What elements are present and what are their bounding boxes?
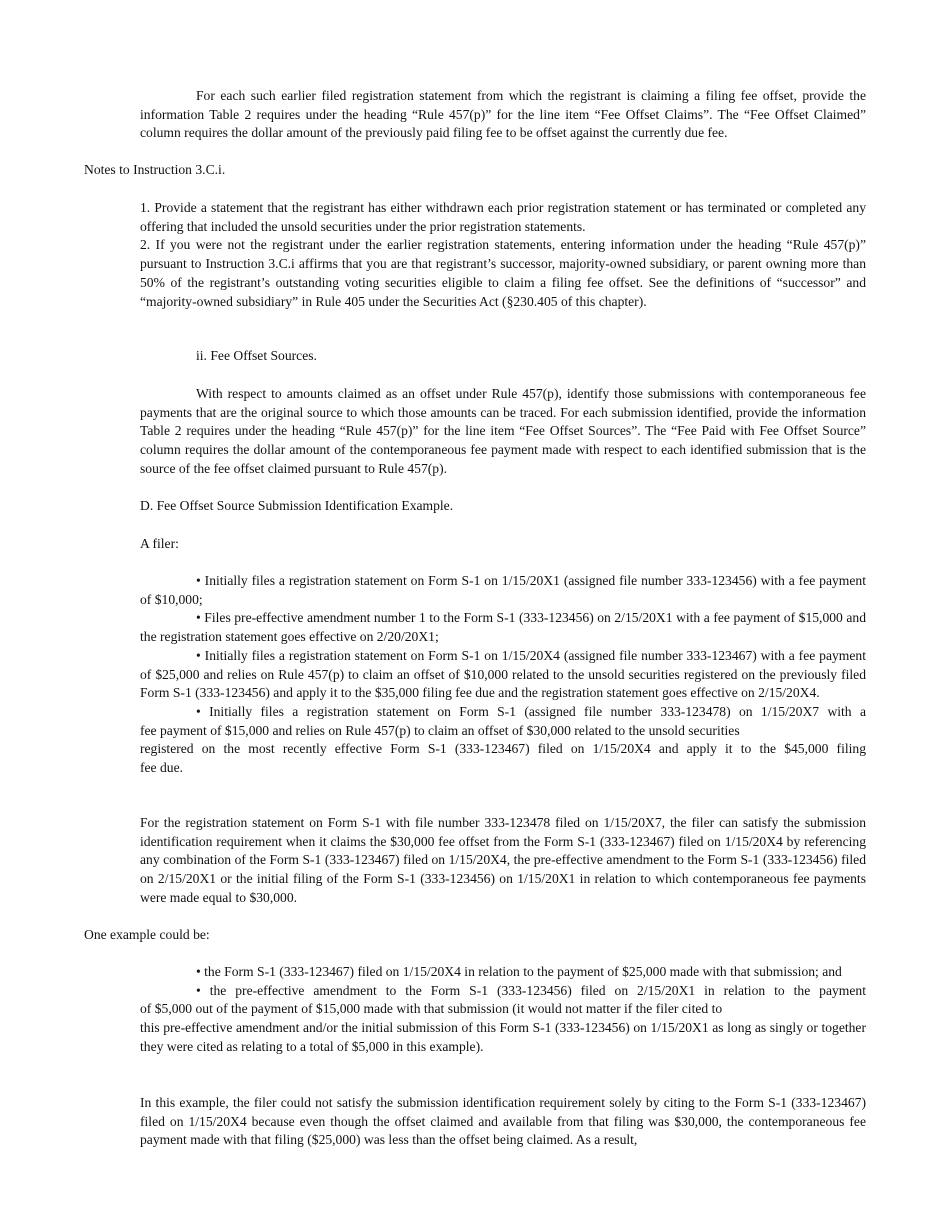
filer-bullet-list	[140, 572, 866, 778]
example-bullet-2-line: • the pre-effective amendment to the Form S-1 (333-123456) filed on 2/15/20X1 in relation to the payment	[196, 982, 866, 998]
filer-bullet-3: • Initially files a registration statement on Form S-1 on 1/15/20X4 (assigned file number 333-123467) with a fee payment of $25,000 and relies on Rule 457(p) to claim an offset of $10,000 related to the unsold securities registered on the previously filed Form S-1 (333-123456) and apply it to the $35,000 filing fee due and the registration statement goes effective on 2/15/20X4.	[140, 647, 866, 701]
filer-bullet-1: • Initially files a registration statement on Form S-1 on 1/15/20X1 (assigned file number 333-123456) with a fee payment of $10,000;	[140, 573, 866, 607]
filer-bullet-4-line: fee payment of $15,000 and relies on Rule 457(p) to claim an offset of $30,000 related to the unsold securities	[140, 722, 740, 738]
a-filer-label: A filer:	[140, 536, 179, 551]
paragraph-in-this-example: In this example, the filer could not satisfy the submission identification requirement solely by citing to the Form S-1 (333-123467) filed on 1/15/20X4 because even though the offset claimed and available from that filing was $30,000, the contemporaneous fee payment made with that filing ($25,000) was less than the offset being claimed. As a result,	[140, 1095, 866, 1148]
notes-list	[140, 199, 866, 311]
one-example-label: One example could be:	[84, 927, 210, 942]
filer-bullet-2: • Files pre-effective amendment number 1 to the Form S-1 (333-123456) on 2/15/20X1 with a fee payment of $15,000 and the registration statement goes effective on 2/20/20X1;	[140, 610, 866, 645]
example-bullet-list	[140, 963, 866, 1057]
note-2: 2. If you were not the registrant under the earlier registration statements, entering information under the heading “Rule 457(p)” pursuant to Instruction 3.C.i affirms that you are that registrant’s successor, majority-owned subsidiary, or parent owning more than 50% of the registrant’s outstanding voting securities eligible to claim a filing fee offset. See the definitions of “successor” and “majority-owned subsidiary” in Rule 405 under the Securities Act (§230.405 of this chapter).	[140, 237, 866, 309]
notes-heading: Notes to Instruction 3.C.i.	[84, 162, 226, 177]
subheading-fee-offset-sources: ii. Fee Offset Sources.	[196, 348, 317, 363]
filer-bullet-4-line: registered on the most recently effective Form S-1 (333-123467) filed on 1/15/20X4 and apply it to the $45,000 filing	[140, 741, 866, 757]
example-bullet-2	[140, 982, 866, 1057]
filer-bullet-4	[140, 703, 866, 778]
note-1: 1. Provide a statement that the registrant has either withdrawn each prior registration statement or has terminated or completed any offering that included the unsold securities under the prior registration statements.	[140, 200, 866, 234]
filer-bullet-4-line: • Initially files a registration statement on Form S-1 (assigned file number 333-123478) on 1/15/20X7 with a	[196, 703, 866, 719]
heading-example-d: D. Fee Offset Source Submission Identification Example.	[140, 498, 454, 513]
example-bullet-2-line: of $5,000 out of the payment of $15,000 made with that submission (it would not matter if the filer cited to	[140, 1001, 723, 1017]
example-bullet-1: • the Form S-1 (333-123467) filed on 1/15/20X4 in relation to the payment of $25,000 made with that submission; and	[196, 964, 842, 979]
paragraph-registration-statement: For the registration statement on Form S-1 with file number 333-123478 filed on 1/15/20X7, the filer can satisfy the submission identification requirement when it claims the $30,000 fee offset from the Form S-1 (333-123467) filed on 1/15/20X4 by referencing any combination of the Form S-1 (333-123467) filed on 1/15/20X4, the pre-effective amendment to the Form S-1 (333-123456) filed on 2/15/20X1 or the initial filing of the Form S-1 (333-123456) on 1/15/20X1 in relation to which contemporaneous fee payments were made equal to $30,000.	[140, 815, 866, 905]
filer-bullet-4-line: fee due.	[140, 760, 184, 776]
paragraph-fee-offset-claims: For each such earlier filed registration statement from which the registrant is claiming a filing fee offset, provide the information Table 2 requires under the heading “Rule 457(p)” for the line item “Fee Offset Claims”. The “Fee Offset Claimed” column requires the dollar amount of the previously paid filing fee to be offset against the currently due fee.	[140, 88, 866, 141]
paragraph-fee-offset-sources: With respect to amounts claimed as an offset under Rule 457(p), identify those submissions with contemporaneous fee payments that are the original source to which those amounts can be traced. For each submission identified, provide the information Table 2 requires under the heading “Rule 457(p)” for the line item “Fee Offset Sources”. The “Fee Paid with Fee Offset Source” column requires the dollar amount of the contemporaneous fee payment made with respect to each identified submission that is the source of the fee offset claimed pursuant to Rule 457(p).	[140, 386, 866, 476]
example-bullet-2-line: this pre-effective amendment and/or the initial submission of this Form S-1 (333-123456) on 1/15/20X1 as long as singly or together they were cited as relating to a total of $5,000 in this example).	[140, 1020, 866, 1054]
